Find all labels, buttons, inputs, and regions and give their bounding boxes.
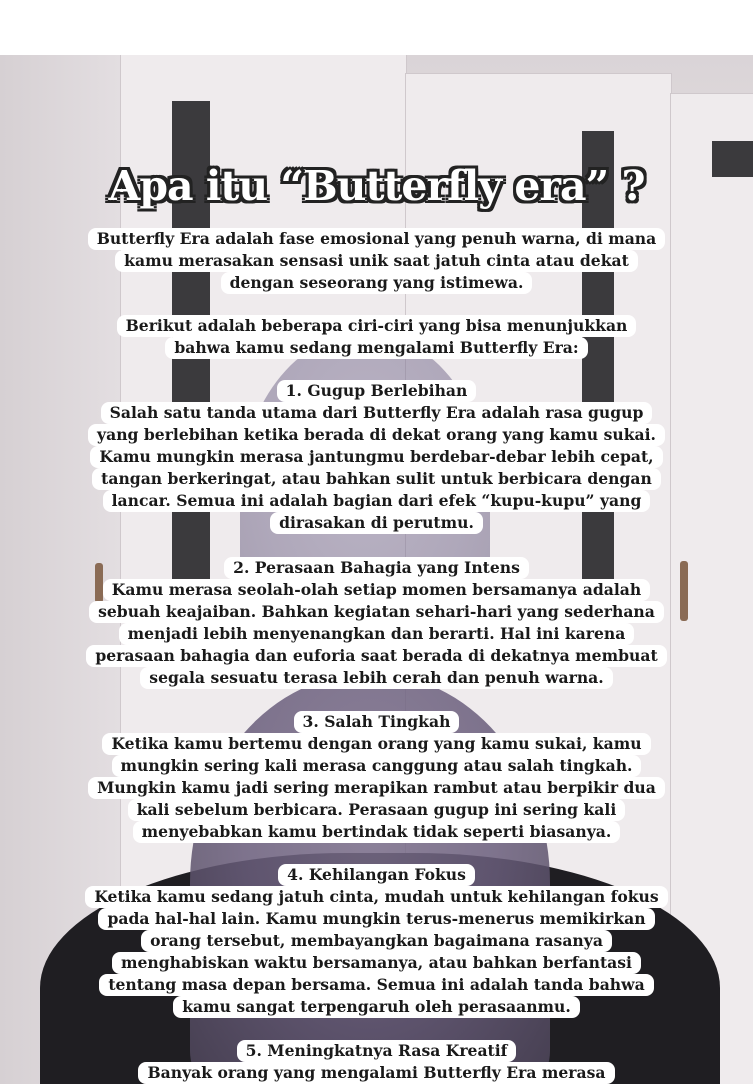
- intro-line: dengan seseorang yang istimewa.: [221, 272, 533, 294]
- section-line: sebuah keajaiban. Bahkan kegiatan sehari-hari yang sederhana: [89, 601, 664, 623]
- section-line: tentang masa depan bersama. Semua ini adalah tanda bahwa: [99, 974, 653, 996]
- section-line: orang tersebut, membayangkan bagaimana rasanya: [141, 930, 612, 952]
- section-line: Salah satu tanda utama dari Butterfly Era adalah rasa gugup: [101, 402, 653, 424]
- section-line: Ketika kamu sedang jatuh cinta, mudah untuk kehilangan fokus: [85, 886, 667, 908]
- intro-line: Butterfly Era adalah fase emosional yang penuh warna, di mana: [88, 228, 666, 250]
- page-title: Apa itu “Butterfly era” ?: [108, 162, 645, 210]
- section-1: [0, 380, 753, 534]
- section-heading: 3. Salah Tingkah: [294, 711, 460, 733]
- section-4: [0, 864, 753, 1018]
- section-line: menyebabkan kamu bertindak tidak seperti biasanya.: [133, 821, 621, 843]
- intro-line: kamu merasakan sensasi unik saat jatuh cinta atau dekat: [115, 250, 638, 272]
- section-line: menjadi lebih menyenangkan dan berarti. Hal ini karena: [119, 623, 635, 645]
- section-line: kamu sangat terpengaruh oleh perasaanmu.: [173, 996, 580, 1018]
- section-line: Kamu mungkin merasa jantungmu berdebar-debar lebih cepat,: [90, 446, 662, 468]
- section-line: pada hal-hal lain. Kamu mungkin terus-menerus memikirkan: [98, 908, 654, 930]
- section-line: tangan berkeringat, atau bahkan sulit untuk berbicara dengan: [92, 468, 661, 490]
- section-2: [0, 557, 753, 689]
- section-line: Ketika kamu bertemu dengan orang yang kamu sukai, kamu: [102, 733, 650, 755]
- section-heading: 5. Meningkatnya Rasa Kreatif: [237, 1040, 517, 1062]
- intro-block: [0, 228, 753, 294]
- section-5: [0, 1040, 753, 1084]
- section-3: [0, 711, 753, 843]
- lead-line: Berikut adalah beberapa ciri-ciri yang bisa menunjukkan: [117, 315, 637, 337]
- section-heading: 2. Perasaan Bahagia yang Intens: [224, 557, 529, 579]
- section-heading: 1. Gugup Berlebihan: [277, 380, 477, 402]
- section-line: Kamu merasa seolah-olah setiap momen bersamanya adalah: [103, 579, 650, 601]
- section-line: perasaan bahagia dan euforia saat berada di dekatnya membuat: [86, 645, 666, 667]
- lead-line: bahwa kamu sedang mengalami Butterfly Era:: [165, 337, 587, 359]
- section-line: menghabiskan waktu bersamanya, atau bahkan berfantasi: [112, 952, 641, 974]
- section-line: segala sesuatu terasa lebih cerah dan penuh warna.: [140, 667, 612, 689]
- section-line: kali sebelum berbicara. Perasaan gugup ini sering kali: [128, 799, 626, 821]
- section-line: Banyak orang yang mengalami Butterfly Era merasa: [138, 1062, 614, 1084]
- section-line: lancar. Semua ini adalah bagian dari efek “kupu-kupu” yang: [103, 490, 651, 512]
- section-line: Mungkin kamu jadi sering merapikan rambut atau berpikir dua: [88, 777, 665, 799]
- section-line: dirasakan di perutmu.: [270, 512, 483, 534]
- lead-block: [0, 315, 753, 359]
- section-heading: 4. Kehilangan Fokus: [278, 864, 475, 886]
- section-line: yang berlebihan ketika berada di dekat orang yang kamu sukai.: [88, 424, 665, 446]
- section-line: mungkin sering kali merasa canggung atau salah tingkah.: [112, 755, 642, 777]
